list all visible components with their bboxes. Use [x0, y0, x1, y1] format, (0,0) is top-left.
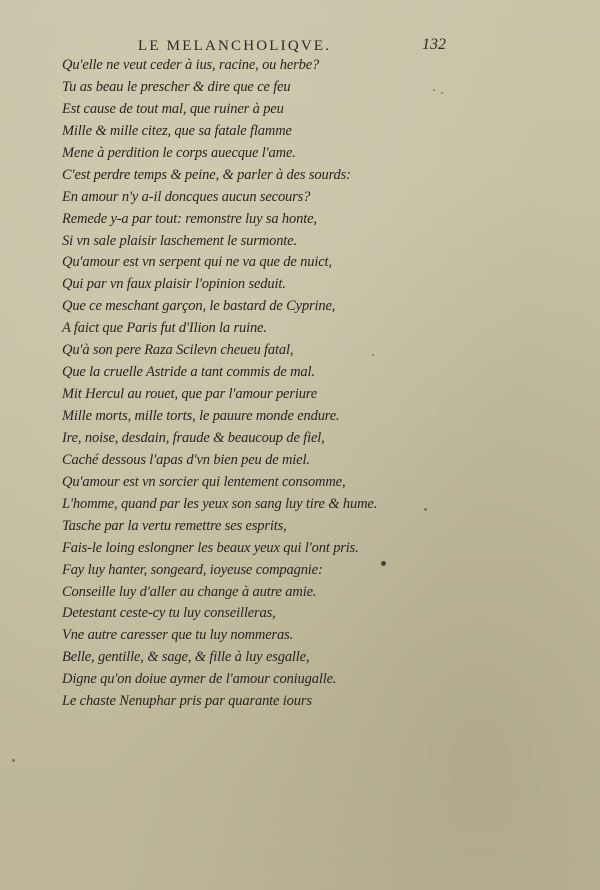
verse-line: Mille morts, mille torts, le pauure monde endure. — [62, 408, 340, 424]
verse-line: Est cause de tout mal, que ruiner à peu — [62, 100, 284, 117]
verse-line: Conseille luy d'aller au change à autre amie. — [62, 583, 317, 600]
verse-line: Tu as beau le prescher & dire que ce feu — [62, 78, 291, 95]
verse-line: En amour n'y a-il doncques aucun secours? — [62, 188, 311, 205]
verse-line: Vne autre caresser que tu luy nommeras. — [62, 627, 294, 644]
ink-speck — [441, 92, 443, 94]
verse-line: Mit Hercul au rouet, que par l'amour periure — [62, 386, 318, 403]
verse-line: Que ce meschant garçon, le bastard de Cyprine, — [62, 298, 336, 315]
ink-speck — [433, 89, 435, 91]
verse-line: Detestant ceste-cy tu luy conseilleras, — [62, 605, 276, 622]
verse-line: Que la cruelle Astride a tant commis de mal. — [62, 364, 315, 381]
ink-speck — [381, 561, 386, 566]
ink-speck — [12, 759, 15, 762]
verse-line: Mille & mille citez, que sa fatale flamme — [62, 122, 292, 139]
page-number: 132 — [422, 36, 446, 53]
verse-line: Qu'amour est vn sorcier qui lentement consomme, — [62, 473, 346, 490]
verse-line: C'est perdre temps & peine, & parler à des sourds: — [62, 166, 351, 183]
verse-line: Qu'elle ne veut ceder à ius, racine, ou herbe? — [62, 57, 320, 73]
verse-line: Qu'à son pere Raza Scilevn cheueu fatal, — [62, 342, 294, 359]
verse-line: A faict que Paris fut d'Ilion la ruine. — [62, 320, 267, 337]
verse-line: Fais-le loing eslongner les beaux yeux qui l'ont pris. — [62, 539, 359, 556]
running-title: LE MELANCHOLIQVE. — [138, 38, 332, 54]
verse-line: Tasche par la vertu remettre ses esprits, — [62, 517, 287, 534]
verse-line: Belle, gentille, & sage, & fille à luy esgalle, — [62, 649, 310, 666]
verse-line: Ire, noise, desdain, fraude & beaucoup de fiel, — [62, 429, 325, 446]
verse-line: Mene à perdition le corps auecque l'ame. — [62, 144, 296, 161]
verse-line: Fay luy hanter, songeard, ioyeuse compagnie: — [62, 561, 323, 578]
verse-line: Digne qu'on doiue aymer de l'amour coniugalle. — [62, 671, 337, 688]
verse-line: L'homme, quand par les yeux son sang luy tire & hume. — [62, 495, 378, 512]
verse-line: Qu'amour est vn serpent qui ne va que de nuict, — [62, 254, 332, 271]
verse-text — [62, 55, 462, 713]
verse-line: Qui par vn faux plaisir l'opinion seduit. — [62, 276, 286, 293]
verse-line: Si vn sale plaisir laschement le surmonte. — [62, 232, 297, 249]
verse-line: Remede y-a par tout: remonstre luy sa honte, — [62, 210, 317, 227]
ink-speck — [424, 508, 427, 511]
verse-line: Le chaste Nenuphar pris par quarante iours — [62, 693, 312, 710]
verse-line: Caché dessous l'apas d'vn bien peu de miel. — [62, 451, 310, 468]
ink-speck — [372, 354, 374, 356]
